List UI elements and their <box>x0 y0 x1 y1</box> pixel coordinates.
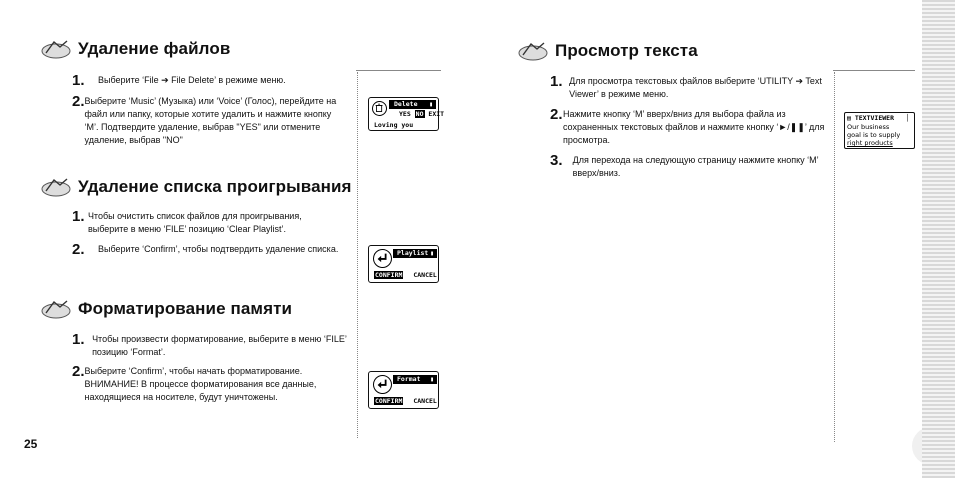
enter-arrow-icon <box>373 375 392 394</box>
step-text: Чтобы очистить список файлов для проигрывания, выберите в меню ‘FILE’ позицию ‘Clear Playlist’. <box>87 211 302 234</box>
step-3 <box>550 154 830 180</box>
step-text: Выберите ‘Confirm’, чтобы начать форматирование. ВНИМАНИЕ! В процессе форматирования все данные, находящиеся на носителе, будут уничтожены. <box>84 366 317 402</box>
section-title-text: Форматирование памяти <box>78 299 293 318</box>
scroll-arrow-icon: ▮ <box>429 100 433 108</box>
confirm-option: CONFIRM <box>375 397 403 405</box>
step-text: Выберите ‘Confirm’, чтобы подтвердить удаление списка. <box>98 244 339 254</box>
page-number: 25 <box>24 437 38 451</box>
cancel-option: CANCEL <box>413 397 437 405</box>
step-text: Выберите ‘File ➔ File Delete’ в режиме меню. <box>98 75 286 85</box>
lcd-title: TEXTVIEWER <box>854 114 894 122</box>
no-option: NO <box>415 110 424 118</box>
scroll-arrow-icon: ▮ <box>430 375 434 383</box>
confirm-option: CONFIRM <box>375 271 403 279</box>
section-title-delete-files <box>40 38 230 60</box>
lcd-line: goal is to supply <box>847 131 901 139</box>
page-edge-strip <box>922 0 955 478</box>
step-number: 2. <box>72 241 85 258</box>
lcd-line: right products <box>847 139 893 147</box>
lcd-filename: Loving you <box>374 121 414 129</box>
step-number: 3. <box>550 152 563 169</box>
step-text: Для просмотра текстовых файлов выберите ‘UTILITY ➔ Text Viewer’ в режиме меню. <box>569 76 822 99</box>
dotted-divider <box>357 72 358 438</box>
step-2 <box>72 95 342 147</box>
paper-fold-icon <box>517 40 549 62</box>
lcd-screen-playlist <box>368 245 439 283</box>
step-1 <box>72 333 347 359</box>
step-number: 2. <box>550 106 563 123</box>
left-page <box>0 0 477 478</box>
section-title-text: Удаление списка проигрывания <box>78 177 352 196</box>
column-rule <box>833 70 915 71</box>
column-rule <box>356 70 441 71</box>
step-number: 1. <box>550 73 563 90</box>
lcd-title: Delete <box>394 100 418 108</box>
paper-fold-icon <box>40 176 72 198</box>
paper-fold-icon <box>40 298 72 320</box>
step-number: 1. <box>72 72 85 89</box>
paper-fold-icon <box>40 38 72 60</box>
step-2 <box>72 365 347 404</box>
step-text: Выберите ‘Music’ (Музыка) или ‘Voice’ (Голос), перейдите на файл или папку, которые хотите удалить и нажмите кнопку ‘M’. Подтвердите удаление, выбрав "YES" или отмените удаление, выбрав "NO" <box>84 96 337 145</box>
lcd-title: Playlist <box>397 249 429 257</box>
step-number: 2. <box>72 363 85 380</box>
step-1 <box>72 74 342 88</box>
step-number: 1. <box>72 331 85 348</box>
section-title-format-memory <box>40 298 292 320</box>
trash-icon <box>372 101 387 116</box>
section-title-text: Удаление файлов <box>78 39 231 58</box>
step-2 <box>72 243 342 257</box>
scroll-bar-icon: ▏ <box>907 114 911 122</box>
lcd-title: Format <box>397 375 421 383</box>
step-text: Нажмите кнопку ‘M’ вверх/вниз для выбора файла из сохраненных текстовых файлов и нажмите кнопку ‘►/❚❚’ для просмотра. <box>562 109 825 145</box>
section-title-text-viewer <box>517 40 698 62</box>
section-title-clear-playlist <box>40 176 352 198</box>
step-number: 1. <box>72 208 85 225</box>
yes-option: YES <box>399 110 411 118</box>
document-icon: ▤ <box>847 114 851 122</box>
lcd-line: Our business <box>847 123 890 131</box>
cancel-option: CANCEL <box>413 271 437 279</box>
step-number: 2. <box>72 93 85 110</box>
enter-arrow-icon <box>373 249 392 268</box>
step-1 <box>550 75 830 101</box>
scroll-arrow-icon: ▮ <box>430 249 434 257</box>
lcd-screen-format <box>368 371 439 409</box>
lcd-screen-text-viewer <box>844 112 915 149</box>
section-title-text: Просмотр текста <box>555 41 698 60</box>
dotted-divider <box>834 72 835 442</box>
step-1 <box>72 210 342 236</box>
lcd-screen-delete <box>368 97 445 131</box>
exit-option: EXIT <box>428 110 445 118</box>
right-page <box>477 0 955 478</box>
step-2 <box>550 108 830 147</box>
step-text: Для перехода на следующую страницу нажмите кнопку ‘M’ вверх/вниз. <box>572 155 819 178</box>
step-text: Чтобы произвести форматирование, выберите в меню ‘FILE’ позицию ‘Format’. <box>92 334 347 357</box>
